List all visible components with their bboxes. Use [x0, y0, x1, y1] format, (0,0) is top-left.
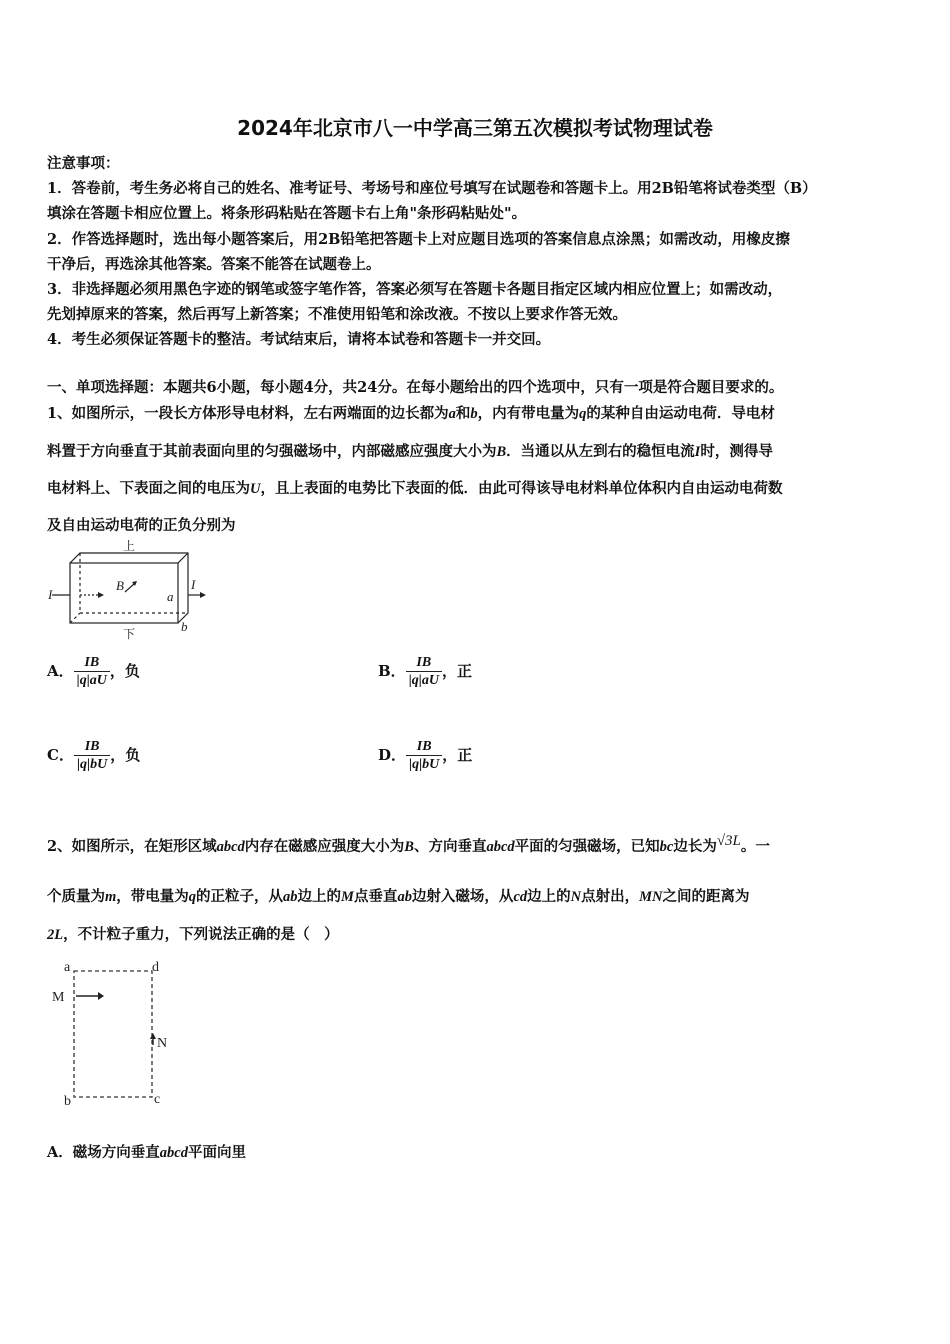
notice-line: 1．答卷前，考生务必将自己的姓名、准考证号、考场号和座位号填写在试题卷和答题卡上。用2B铅笔将试卷类型（B） [47, 180, 817, 197]
q2-option-a: A．磁场方向垂直abcd平面向里 [47, 1144, 246, 1161]
current-label-right: I [191, 577, 196, 592]
corner-d-label: d [152, 960, 159, 975]
bottom-label: 下 [123, 627, 136, 640]
field-label: B [116, 578, 124, 593]
notice-line: 干净后，再选涂其他答案。答案不能答在试题卷上。 [47, 256, 381, 273]
q2-line-1: 2、如图所示，在矩形区域abcd内存在磁感应强度大小为B、方向垂直abcd平面的匀强磁场，已知bc边长为√3L。一 [47, 833, 770, 855]
notice-heading: 注意事项： [47, 155, 120, 172]
option-b: B． $\frac{IB}{|q|aU}$ ，正 [378, 655, 472, 688]
top-label: 上 [123, 540, 136, 553]
corner-a-label: a [64, 960, 71, 975]
q1-line-2: 料置于方向垂直于其前表面向里的匀强磁场中，内部磁感应强度大小为B．当通以从左到右的稳恒电流I时，测得导 [47, 443, 773, 460]
edge-a-label: a [167, 589, 174, 604]
section-heading: 一、单项选择题：本题共6小题，每小题4分，共24分。在每小题给出的四个选项中，只有一项是符合题目要求的。 [47, 379, 784, 396]
option-d: D． $\frac{IB}{|q|bU}$ ，正 [378, 739, 473, 772]
corner-c-label: c [154, 1092, 161, 1107]
notice-line: 4．考生必须保证答题卡的整洁。考试结束后，请将本试卷和答题卡一并交回。 [47, 331, 551, 348]
notice-line: 填涂在答题卡相应位置上。将条形码粘贴在答题卡右上角"条形码粘贴处"。 [47, 205, 527, 222]
q1-line-4: 及自由运动电荷的正负分别为 [47, 517, 236, 534]
point-n-label: N [157, 1036, 168, 1051]
option-c: C． $\frac{IB}{|q|bU}$ ，负 [47, 739, 141, 772]
page-title: 2024年北京市八一中学高三第五次模拟考试物理试卷 [237, 116, 713, 140]
corner-b-label: b [64, 1094, 71, 1109]
q2-figure [46, 955, 186, 1110]
notice-line: 2．作答选择题时，选出每小题答案后，用2B铅笔把答题卡上对应题目选项的答案信息点涂黑；如需改动，用橡皮擦 [47, 231, 790, 248]
notice-line: 3．非选择题必须用黑色字迹的钢笔或签字笔作答，答案必须写在答题卡各题目指定区域内相应位置上；如需改动， [47, 281, 783, 298]
current-label-left: I [48, 587, 53, 602]
q1-figure [40, 540, 220, 640]
q2-line-2: 个质量为m，带电量为q的正粒子，从ab边上的M点垂直ab边射入磁场，从cd边上的N点射出，MN之间的距离为 [47, 888, 750, 905]
q1-line-3: 电材料上、下表面之间的电压为U，且上表面的电势比下表面的低．由此可得该导电材料单位体积内自由运动电荷数 [47, 480, 783, 497]
point-m-label: M [52, 990, 65, 1005]
notice-line: 先划掉原来的答案，然后再写上新答案；不准使用铅笔和涂改液。不按以上要求作答无效。 [47, 306, 627, 323]
q1-line-1: 1、如图所示，一段长方体形导电材料，左右两端面的边长都为a和b，内有带电量为q的某种自由运动电荷．导电材 [47, 405, 775, 422]
q2-line-3: 2L，不计粒子重力，下列说法正确的是（ ） [47, 926, 339, 943]
edge-b-label: b [181, 619, 188, 634]
option-a: A． $\frac{IB}{|q|aU}$ ，负 [47, 655, 140, 688]
